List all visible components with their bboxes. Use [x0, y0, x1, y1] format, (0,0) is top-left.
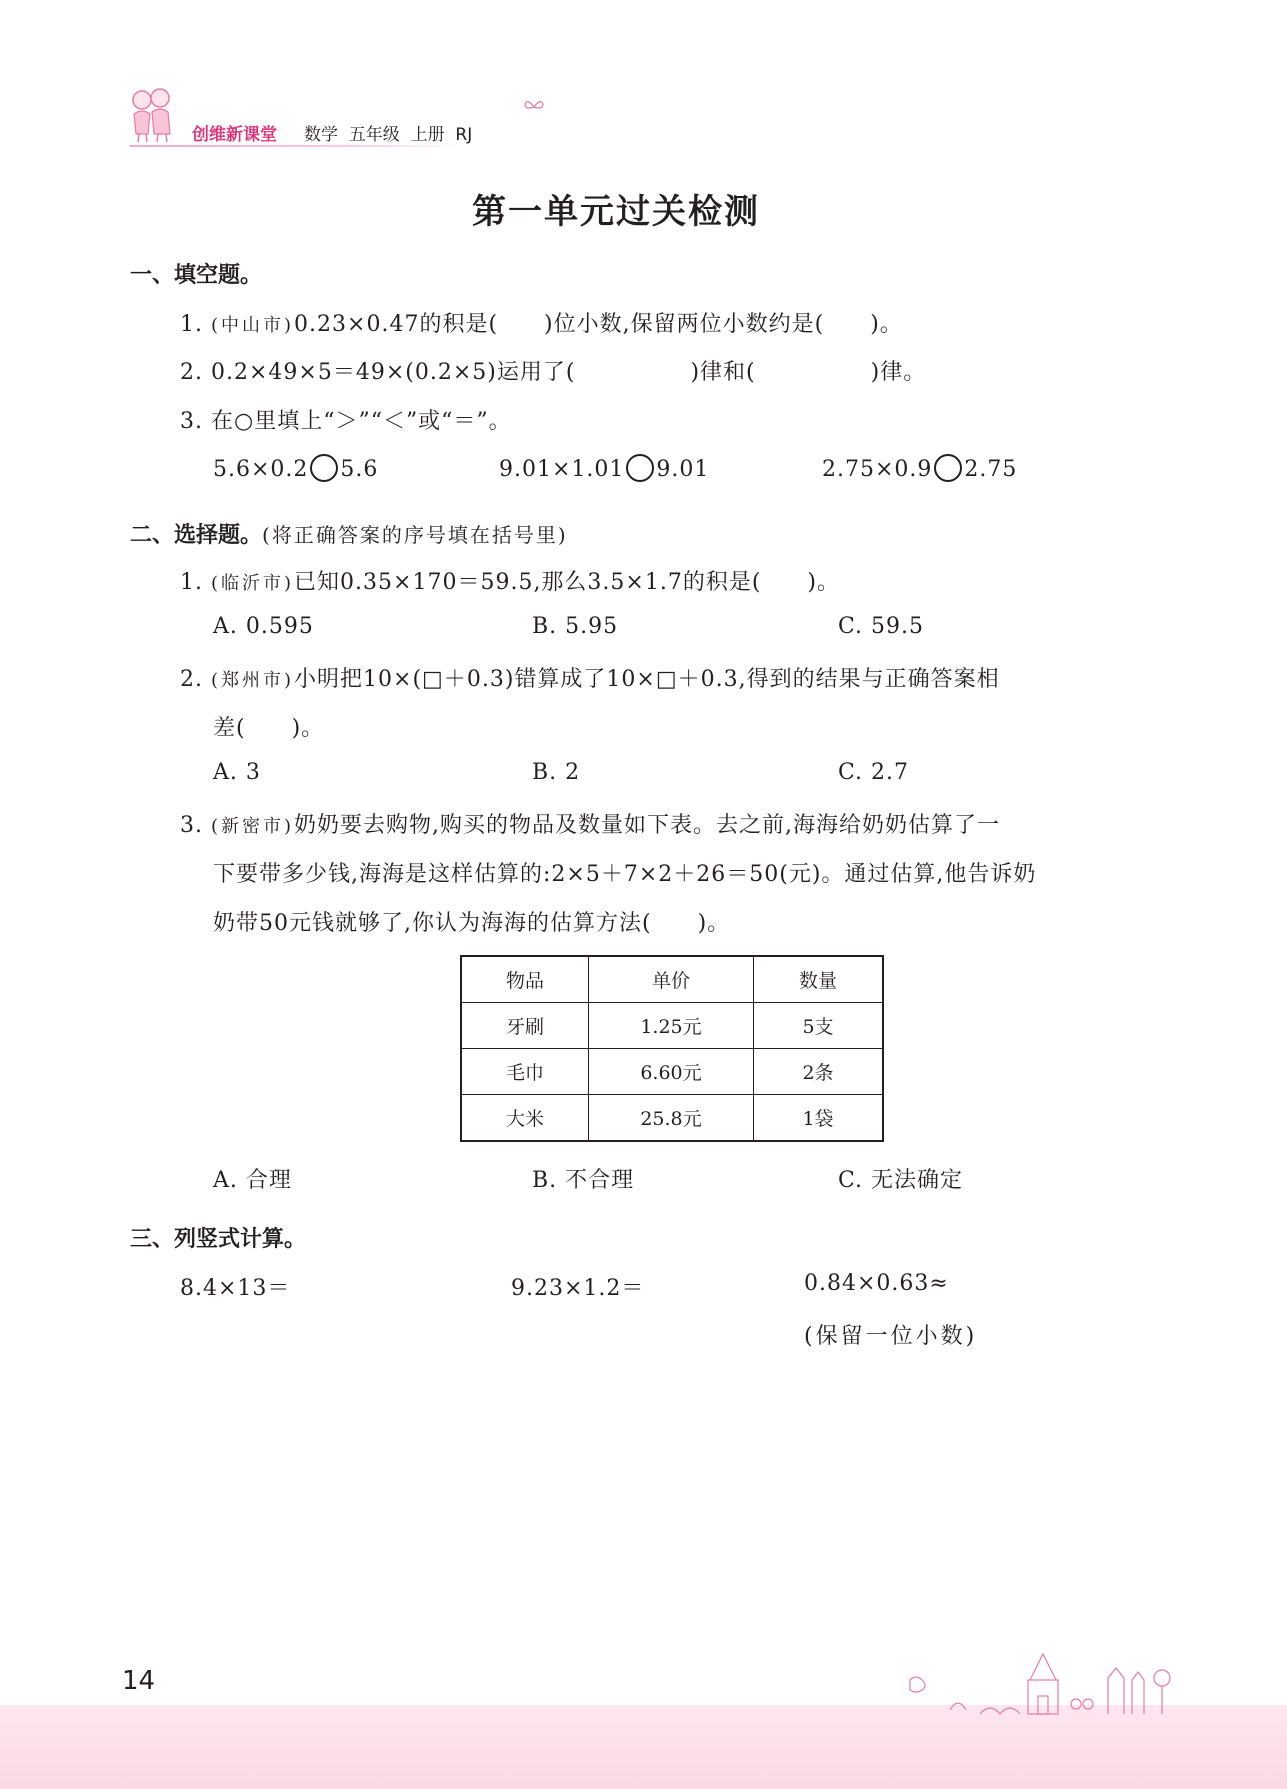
table-cell: 毛巾 — [461, 1049, 589, 1095]
question-source: (临沂市) — [211, 573, 295, 594]
option-b: B. 不合理 — [532, 1168, 635, 1193]
option-a: A. 0.595 — [213, 614, 314, 639]
table-cell: 大米 — [461, 1095, 589, 1142]
question-source: (新密市) — [211, 816, 295, 837]
question-text: 0.2×49×5＝49×(0.2×5)运用了( )律和( )律。 — [211, 360, 927, 385]
question-number: 2. — [180, 667, 203, 692]
s2-question-2 — [180, 662, 1000, 693]
question-text: 奶奶要去购物,购买的物品及数量如下表。去之前,海海给奶奶估算了一 — [294, 813, 1001, 838]
option-c: C. 2.7 — [838, 760, 910, 785]
option-b: B. 5.95 — [532, 614, 619, 639]
s2-question-3 — [180, 808, 1000, 839]
option-c: C. 无法确定 — [838, 1168, 964, 1193]
question-text: 在○里填上“＞”“＜”或“＝”。 — [211, 409, 512, 434]
table-cell: 6.60元 — [589, 1049, 754, 1095]
table-cell: 2条 — [754, 1049, 884, 1095]
s1-question-1 — [180, 307, 903, 338]
table-header: 数量 — [754, 956, 884, 1003]
section-note: (将正确答案的序号填在括号里) — [262, 523, 568, 547]
option-a: A. 3 — [213, 760, 261, 785]
blank-circle-icon[interactable] — [310, 454, 338, 482]
table-cell: 1袋 — [754, 1095, 884, 1142]
section-1-heading: 一、填空题。 — [130, 263, 263, 288]
option-b: B. 2 — [532, 760, 581, 785]
page-number: 14 — [122, 1666, 156, 1696]
question-text: 0.23×0.47的积是( )位小数,保留两位小数约是( )。 — [294, 312, 903, 337]
table-row — [461, 1049, 883, 1095]
calc-item: 9.23×1.2＝ — [511, 1276, 645, 1301]
table-cell: 5支 — [754, 1003, 884, 1049]
question-source: (郑州市) — [211, 670, 295, 691]
blank-circle-icon[interactable] — [626, 454, 654, 482]
section-2-heading: 二、选择题。(将正确答案的序号填在括号里) — [130, 523, 568, 548]
section-3-heading: 三、列竖式计算。 — [130, 1227, 307, 1252]
question-text-cont: 奶带50元钱就够了,你认为海海的估算方法( )。 — [213, 911, 731, 936]
question-number: 2. — [180, 360, 203, 385]
option-a: A. 合理 — [213, 1168, 292, 1193]
page-title: 第一单元过关检测 — [472, 192, 760, 232]
table-header: 物品 — [461, 956, 589, 1003]
castle-decoration-icon — [880, 1650, 1180, 1720]
calc-item: 8.4×13＝ — [180, 1276, 291, 1301]
header-brand: 创维新课堂 — [192, 125, 277, 145]
question-number: 1. — [180, 570, 203, 595]
table-row — [461, 1095, 883, 1142]
question-text: 已知0.35×170＝59.5,那么3.5×1.7的积是( )。 — [294, 570, 841, 595]
table-cell: 25.8元 — [589, 1095, 754, 1142]
question-number: 3. — [180, 409, 203, 434]
question-text-cont: 差( )。 — [213, 716, 325, 741]
blank-circle-icon[interactable] — [934, 454, 962, 482]
table-row — [461, 1003, 883, 1049]
table-header-row — [461, 956, 883, 1003]
s1-question-3 — [180, 404, 512, 435]
table-header: 单价 — [589, 956, 754, 1003]
table-cell: 牙刷 — [461, 1003, 589, 1049]
butterfly-icon — [523, 98, 545, 116]
header-divider — [130, 145, 460, 147]
calc-item: 0.84×0.63≈ — [804, 1271, 949, 1296]
compare-item: 9.01×1.01 9.01 — [499, 454, 709, 486]
header-info: 数学 五年级 上册 RJ — [304, 125, 473, 145]
compare-item: 2.75×0.9 2.75 — [822, 454, 1017, 486]
s2-question-1 — [180, 565, 840, 596]
question-number: 1. — [180, 312, 203, 337]
question-source: (中山市) — [211, 315, 295, 336]
option-c: C. 59.5 — [838, 614, 925, 639]
question-number: 3. — [180, 813, 203, 838]
s1-question-2 — [180, 355, 926, 386]
shopping-table — [460, 955, 884, 1142]
table-cell: 1.25元 — [589, 1003, 754, 1049]
question-text: 小明把10×(□＋0.3)错算成了10×□＋0.3,得到的结果与正确答案相 — [294, 667, 1000, 692]
calc-note: (保留一位小数) — [804, 1324, 978, 1349]
compare-item: 5.6×0.2 5.6 — [213, 454, 378, 486]
header-mascot-icon — [126, 84, 176, 144]
question-text-cont: 下要带多少钱,海海是这样估算的:2×5＋7×2＋26＝50(元)。通过估算,他告诉奶 — [213, 862, 1037, 887]
